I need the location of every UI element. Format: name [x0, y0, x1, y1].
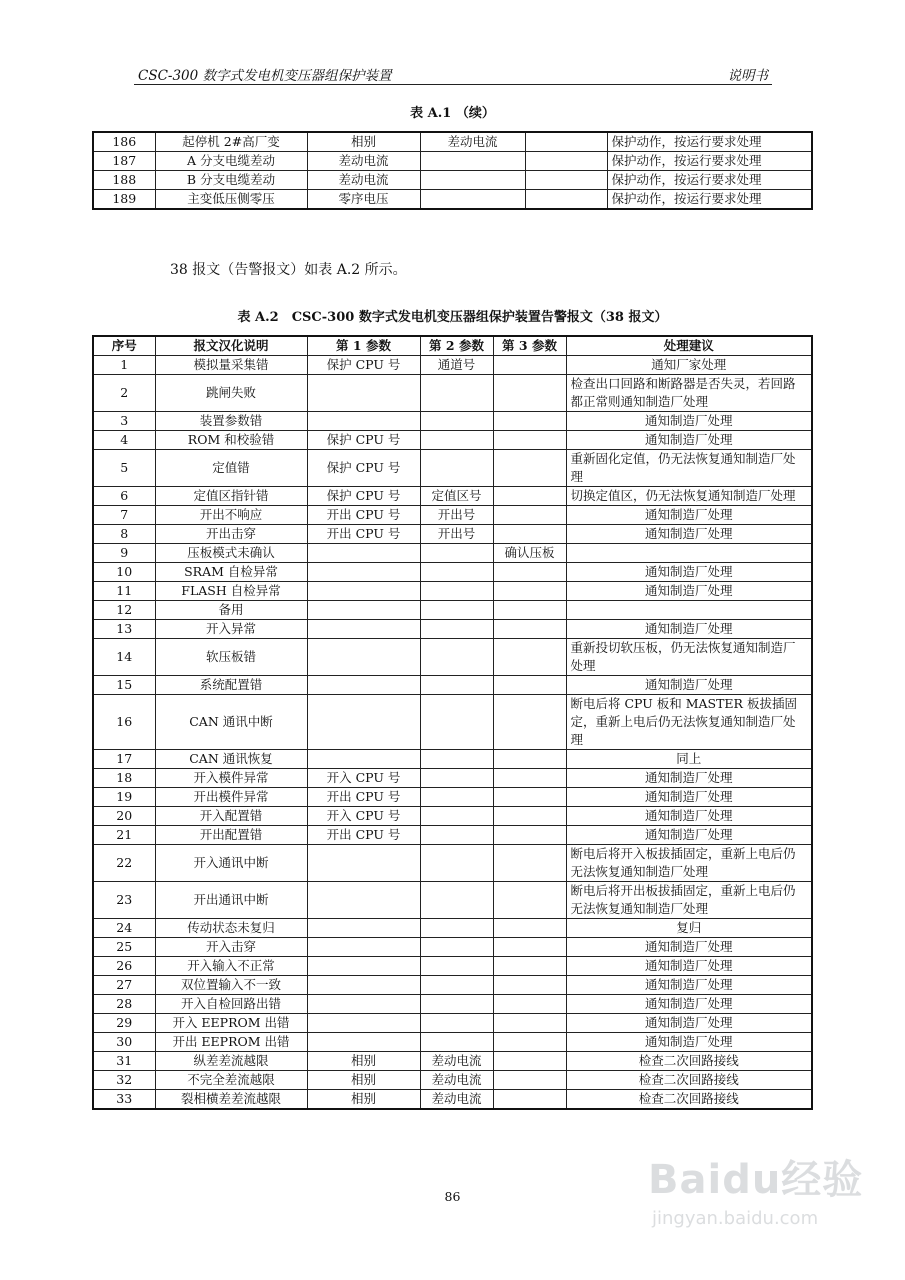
cell-param3 [493, 487, 566, 506]
table-row [93, 375, 812, 412]
cell-no: 26 [93, 957, 155, 976]
cell-param1: 开出 CPU 号 [307, 525, 420, 544]
cell-desc: 开出不响应 [155, 506, 307, 525]
cell-no: 24 [93, 919, 155, 938]
cell-desc: ROM 和校验错 [155, 431, 307, 450]
cell-param1 [307, 375, 420, 412]
cell-param3 [493, 601, 566, 620]
cell-no: 187 [93, 152, 155, 171]
table-row [93, 788, 812, 807]
cell-desc: FLASH 自检异常 [155, 582, 307, 601]
cell-param3 [493, 957, 566, 976]
cell-param3 [493, 375, 566, 412]
cell-desc: 系统配置错 [155, 676, 307, 695]
cell-no: 7 [93, 506, 155, 525]
cell-no: 18 [93, 769, 155, 788]
cell-param1: 相别 [307, 1090, 420, 1110]
cell-no: 6 [93, 487, 155, 506]
cell-param1 [307, 938, 420, 957]
cell-param3 [493, 1071, 566, 1090]
cell-desc: 开入通讯中断 [155, 845, 307, 882]
cell-no: 25 [93, 938, 155, 957]
cell-no: 188 [93, 171, 155, 190]
cell-param1: 零序电压 [307, 190, 420, 210]
table-row [93, 356, 812, 375]
cell-desc: 开出通讯中断 [155, 882, 307, 919]
cell-param2 [420, 826, 493, 845]
cell-desc: CAN 通讯恢复 [155, 750, 307, 769]
cell-param2 [420, 845, 493, 882]
header-title: CSC-300 数字式发电机变压器组保护装置 [138, 68, 392, 84]
cell-desc: 开入异常 [155, 620, 307, 639]
cell-no: 29 [93, 1014, 155, 1033]
cell-param1 [307, 882, 420, 919]
table-row [93, 1071, 812, 1090]
cell-desc: 开入配置错 [155, 807, 307, 826]
table-row [93, 487, 812, 506]
cell-param1: 开出 CPU 号 [307, 506, 420, 525]
table-row [93, 525, 812, 544]
cell-param2 [420, 639, 493, 676]
cell-param2 [420, 412, 493, 431]
cell-param1: 开出 CPU 号 [307, 826, 420, 845]
cell-advice: 同上 [566, 750, 812, 769]
cell-no: 10 [93, 563, 155, 582]
cell-param3 [493, 582, 566, 601]
cell-param1: 开入 CPU 号 [307, 807, 420, 826]
cell-param3 [493, 450, 566, 487]
cell-param2 [420, 375, 493, 412]
table1 [92, 131, 813, 210]
cell-advice: 通知制造厂处理 [566, 769, 812, 788]
cell-no: 5 [93, 450, 155, 487]
cell-param2 [420, 1033, 493, 1052]
cell-advice: 断电后将开出板拔插固定，重新上电后仍无法恢复通知制造厂处理 [566, 882, 812, 919]
cell-param3 [493, 750, 566, 769]
cell-advice: 重新固化定值，仍无法恢复通知制造厂处理 [566, 450, 812, 487]
cell-no: 20 [93, 807, 155, 826]
cell-param1: 差动电流 [307, 152, 420, 171]
table-row [93, 563, 812, 582]
cell-advice: 通知制造厂处理 [566, 807, 812, 826]
table-row [93, 544, 812, 563]
cell-param1: 相别 [307, 132, 420, 152]
col-header-p2: 第 2 参数 [420, 336, 493, 356]
table-row [93, 1052, 812, 1071]
cell-no: 4 [93, 431, 155, 450]
cell-advice: 切换定值区，仍无法恢复通知制造厂处理 [566, 487, 812, 506]
cell-param2 [420, 807, 493, 826]
cell-advice: 重新投切软压板，仍无法恢复通知制造厂处理 [566, 639, 812, 676]
cell-param3: 确认压板 [493, 544, 566, 563]
table-row [93, 1090, 812, 1110]
cell-desc: 纵差差流越限 [155, 1052, 307, 1071]
cell-param2 [420, 152, 525, 171]
cell-no: 189 [93, 190, 155, 210]
cell-param2: 开出号 [420, 506, 493, 525]
cell-no: 15 [93, 676, 155, 695]
cell-desc: 开入 EEPROM 出错 [155, 1014, 307, 1033]
cell-param3 [525, 132, 607, 152]
cell-advice: 检查二次回路接线 [566, 1071, 812, 1090]
cell-param3 [493, 826, 566, 845]
cell-param3 [493, 845, 566, 882]
page-number: 86 [444, 1189, 461, 1204]
cell-advice: 通知制造厂处理 [566, 826, 812, 845]
cell-param3 [525, 190, 607, 210]
table-row [93, 412, 812, 431]
cell-no: 14 [93, 639, 155, 676]
cell-param3 [493, 995, 566, 1014]
cell-advice: 通知制造厂处理 [566, 938, 812, 957]
table-row [93, 976, 812, 995]
cell-desc: 跳闸失败 [155, 375, 307, 412]
cell-param2: 开出号 [420, 525, 493, 544]
cell-advice: 通知制造厂处理 [566, 582, 812, 601]
cell-no: 31 [93, 1052, 155, 1071]
cell-param3 [493, 1033, 566, 1052]
cell-param3 [493, 1052, 566, 1071]
cell-advice: 检查二次回路接线 [566, 1052, 812, 1071]
table-row [93, 807, 812, 826]
cell-param2 [420, 788, 493, 807]
cell-desc: B 分支电缆差动 [155, 171, 307, 190]
col-header-p3: 第 3 参数 [493, 336, 566, 356]
cell-param2: 差动电流 [420, 132, 525, 152]
cell-param3 [493, 506, 566, 525]
cell-advice: 保护动作，按运行要求处理 [607, 171, 812, 190]
cell-param1 [307, 995, 420, 1014]
cell-desc: 不完全差流越限 [155, 1071, 307, 1090]
cell-param3 [493, 788, 566, 807]
cell-param1: 开入 CPU 号 [307, 769, 420, 788]
cell-no: 186 [93, 132, 155, 152]
cell-param2 [420, 750, 493, 769]
table-row [93, 769, 812, 788]
cell-advice: 通知制造厂处理 [566, 563, 812, 582]
cell-advice [566, 544, 812, 563]
cell-param1: 相别 [307, 1071, 420, 1090]
cell-param2 [420, 582, 493, 601]
cell-no: 32 [93, 1071, 155, 1090]
cell-param3 [493, 1014, 566, 1033]
cell-no: 8 [93, 525, 155, 544]
cell-param1 [307, 563, 420, 582]
cell-no: 12 [93, 601, 155, 620]
cell-desc: 主变低压侧零压 [155, 190, 307, 210]
cell-desc: 裂相横差差流越限 [155, 1090, 307, 1110]
cell-param2 [420, 676, 493, 695]
cell-desc: 备用 [155, 601, 307, 620]
cell-param3 [493, 431, 566, 450]
cell-param3 [493, 882, 566, 919]
cell-param1 [307, 676, 420, 695]
cell-param1 [307, 695, 420, 750]
cell-param2: 差动电流 [420, 1090, 493, 1110]
header-doc-type: 说明书 [727, 68, 768, 84]
table-row [93, 826, 812, 845]
cell-no: 2 [93, 375, 155, 412]
cell-advice [566, 601, 812, 620]
cell-desc: 开出配置错 [155, 826, 307, 845]
cell-advice: 保护动作，按运行要求处理 [607, 190, 812, 210]
cell-desc: CAN 通讯中断 [155, 695, 307, 750]
cell-param2: 差动电流 [420, 1071, 493, 1090]
table-row [93, 582, 812, 601]
cell-param2 [420, 563, 493, 582]
cell-param3 [493, 1090, 566, 1110]
watermark-url: jingyan.baidu.com [652, 1208, 819, 1229]
table-row [93, 431, 812, 450]
table1-caption: 表 A.1 （续） [410, 106, 495, 121]
cell-param1 [307, 750, 420, 769]
table-row [93, 938, 812, 957]
cell-no: 1 [93, 356, 155, 375]
cell-param3 [493, 620, 566, 639]
cell-advice: 通知制造厂处理 [566, 431, 812, 450]
cell-no: 13 [93, 620, 155, 639]
cell-advice: 断电后将开入板拔插固定，重新上电后仍无法恢复通知制造厂处理 [566, 845, 812, 882]
cell-param3 [525, 171, 607, 190]
table-row [93, 1033, 812, 1052]
cell-no: 33 [93, 1090, 155, 1110]
cell-no: 11 [93, 582, 155, 601]
cell-param2 [420, 190, 525, 210]
cell-no: 16 [93, 695, 155, 750]
cell-no: 28 [93, 995, 155, 1014]
cell-desc: 压板模式未确认 [155, 544, 307, 563]
table-row [93, 152, 812, 171]
table-row [93, 882, 812, 919]
cell-param1 [307, 582, 420, 601]
cell-param2 [420, 695, 493, 750]
table-row [93, 957, 812, 976]
cell-param2: 定值区号 [420, 487, 493, 506]
cell-advice: 复归 [566, 919, 812, 938]
cell-param3 [493, 412, 566, 431]
cell-param2: 差动电流 [420, 1052, 493, 1071]
cell-advice: 通知制造厂处理 [566, 957, 812, 976]
cell-no: 30 [93, 1033, 155, 1052]
cell-desc: 开入输入不正常 [155, 957, 307, 976]
cell-advice: 通知厂家处理 [566, 356, 812, 375]
table2-header-row [93, 336, 812, 356]
cell-desc: A 分支电缆差动 [155, 152, 307, 171]
cell-no: 23 [93, 882, 155, 919]
cell-param1 [307, 1014, 420, 1033]
cell-param3 [493, 356, 566, 375]
cell-param3 [493, 919, 566, 938]
table-row [93, 132, 812, 152]
cell-param2 [420, 919, 493, 938]
cell-advice: 断电后将 CPU 板和 MASTER 板拔插固定，重新上电后仍无法恢复通知制造厂处理 [566, 695, 812, 750]
table-row [93, 506, 812, 525]
table-row [93, 845, 812, 882]
cell-no: 22 [93, 845, 155, 882]
cell-param1 [307, 620, 420, 639]
cell-param2 [420, 431, 493, 450]
cell-param3 [493, 976, 566, 995]
cell-param1 [307, 919, 420, 938]
cell-param2 [420, 171, 525, 190]
table2-caption: 表 A.2 CSC-300 数字式发电机变压器组保护装置告警报文（38 报文） [237, 310, 668, 325]
cell-desc: SRAM 自检异常 [155, 563, 307, 582]
table-row [93, 450, 812, 487]
cell-advice: 通知制造厂处理 [566, 1033, 812, 1052]
cell-param1: 相别 [307, 1052, 420, 1071]
cell-param1 [307, 957, 420, 976]
cell-no: 21 [93, 826, 155, 845]
cell-advice: 通知制造厂处理 [566, 676, 812, 695]
cell-param3 [493, 807, 566, 826]
baidu-watermark [640, 1140, 880, 1250]
table-row [93, 676, 812, 695]
cell-param2 [420, 882, 493, 919]
table-row [93, 919, 812, 938]
cell-param3 [525, 152, 607, 171]
table-row [93, 190, 812, 210]
cell-param3 [493, 525, 566, 544]
cell-param2 [420, 1014, 493, 1033]
col-header-desc: 报文汉化说明 [155, 336, 307, 356]
cell-desc: 定值错 [155, 450, 307, 487]
page-header [134, 58, 772, 85]
cell-advice: 通知制造厂处理 [566, 976, 812, 995]
cell-advice: 保护动作，按运行要求处理 [607, 132, 812, 152]
cell-param2: 通道号 [420, 356, 493, 375]
cell-param2 [420, 620, 493, 639]
cell-param1: 保护 CPU 号 [307, 431, 420, 450]
cell-advice: 通知制造厂处理 [566, 412, 812, 431]
table-row [93, 1014, 812, 1033]
cell-param1 [307, 845, 420, 882]
cell-param1 [307, 1033, 420, 1052]
cell-advice: 保护动作，按运行要求处理 [607, 152, 812, 171]
cell-desc: 起停机 2#高厂变 [155, 132, 307, 152]
cell-param2 [420, 769, 493, 788]
cell-advice: 检查二次回路接线 [566, 1090, 812, 1110]
cell-desc: 双位置输入不一致 [155, 976, 307, 995]
cell-no: 17 [93, 750, 155, 769]
cell-no: 27 [93, 976, 155, 995]
cell-param3 [493, 938, 566, 957]
cell-param1: 保护 CPU 号 [307, 487, 420, 506]
intro-paragraph: 38 报文（告警报文）如表 A.2 所示。 [170, 262, 407, 278]
cell-param1 [307, 601, 420, 620]
table-row [93, 695, 812, 750]
cell-param1: 保护 CPU 号 [307, 356, 420, 375]
cell-advice: 通知制造厂处理 [566, 525, 812, 544]
cell-no: 19 [93, 788, 155, 807]
cell-param3 [493, 769, 566, 788]
table2 [92, 335, 813, 1110]
cell-desc: 开出击穿 [155, 525, 307, 544]
table-row [93, 750, 812, 769]
cell-param2 [420, 938, 493, 957]
cell-param3 [493, 639, 566, 676]
cell-advice: 通知制造厂处理 [566, 620, 812, 639]
cell-desc: 软压板错 [155, 639, 307, 676]
cell-advice: 通知制造厂处理 [566, 1014, 812, 1033]
cell-desc: 传动状态未复归 [155, 919, 307, 938]
cell-desc: 开出模件异常 [155, 788, 307, 807]
cell-param2 [420, 601, 493, 620]
cell-desc: 模拟量采集错 [155, 356, 307, 375]
cell-advice: 通知制造厂处理 [566, 995, 812, 1014]
col-header-advice: 处理建议 [566, 336, 812, 356]
cell-param2 [420, 976, 493, 995]
table-row [93, 620, 812, 639]
col-header-p1: 第 1 参数 [307, 336, 420, 356]
cell-param2 [420, 450, 493, 487]
cell-no: 3 [93, 412, 155, 431]
cell-advice: 检查出口回路和断路器是否失灵，若回路都正常则通知制造厂处理 [566, 375, 812, 412]
cell-advice: 通知制造厂处理 [566, 506, 812, 525]
cell-desc: 开入模件异常 [155, 769, 307, 788]
cell-param1: 差动电流 [307, 171, 420, 190]
cell-param3 [493, 563, 566, 582]
cell-desc: 装置参数错 [155, 412, 307, 431]
cell-param3 [493, 695, 566, 750]
cell-param3 [493, 676, 566, 695]
watermark-logo: Baidu经验 [648, 1157, 864, 1203]
cell-param2 [420, 544, 493, 563]
cell-desc: 开入自检回路出错 [155, 995, 307, 1014]
cell-param1: 保护 CPU 号 [307, 450, 420, 487]
cell-param1 [307, 639, 420, 676]
cell-param1 [307, 544, 420, 563]
cell-desc: 开入击穿 [155, 938, 307, 957]
cell-param1 [307, 976, 420, 995]
cell-param2 [420, 957, 493, 976]
table-row [93, 171, 812, 190]
col-header-no: 序号 [93, 336, 155, 356]
table-row [93, 639, 812, 676]
cell-param2 [420, 995, 493, 1014]
cell-param1 [307, 412, 420, 431]
cell-desc: 开出 EEPROM 出错 [155, 1033, 307, 1052]
table-row [93, 995, 812, 1014]
cell-param1: 开出 CPU 号 [307, 788, 420, 807]
table-row [93, 601, 812, 620]
cell-advice: 通知制造厂处理 [566, 788, 812, 807]
cell-no: 9 [93, 544, 155, 563]
cell-desc: 定值区指针错 [155, 487, 307, 506]
